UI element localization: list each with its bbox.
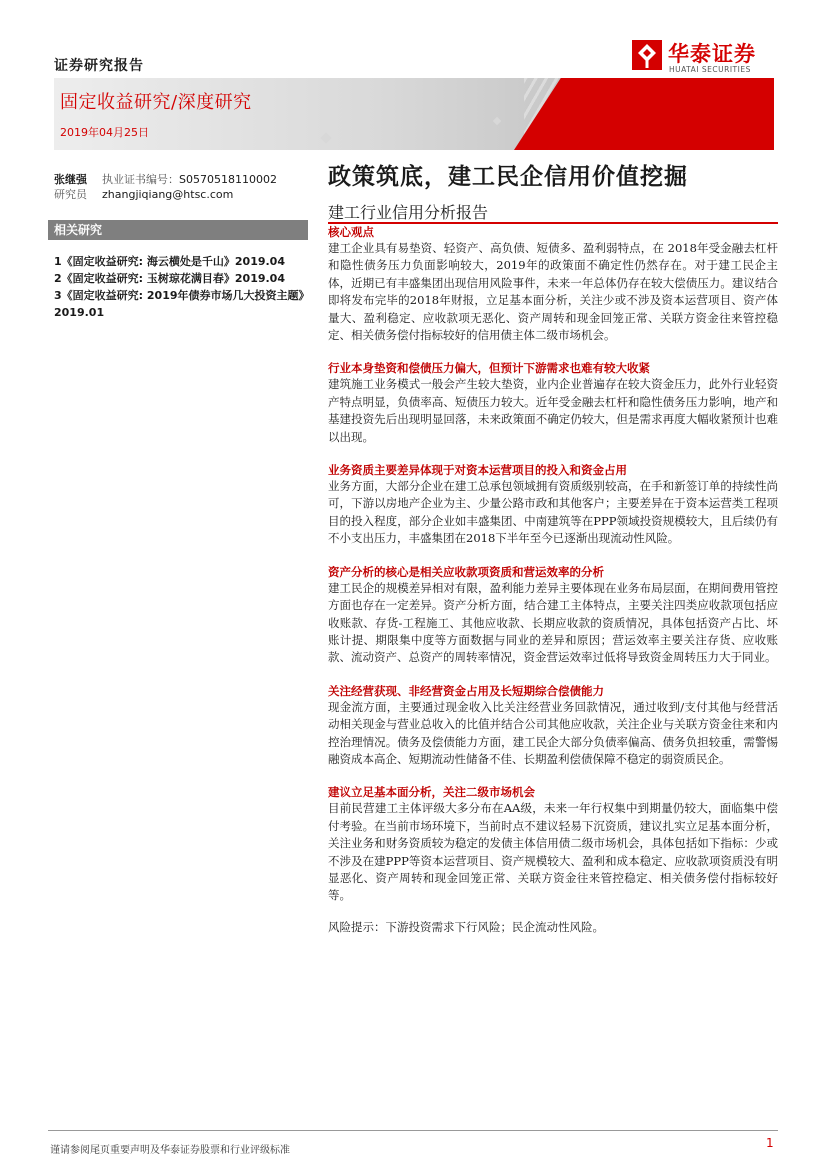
section-heading: 资产分析的核心是相关应收款项资质和营运效率的分析 [328,564,604,579]
page-number: 1 [766,1136,774,1150]
report-subtitle: 建工行业信用分析报告 [328,203,489,222]
section-heading: 业务资质主要差异体现于对资本运营项目的投入和资金占用 [328,463,627,478]
analyst-email[interactable]: zhangjiqiang@htsc.com [102,188,234,201]
section-text: 目前民营建工主体评级大多分布在AA级，未来一年行权集中到期量仍较大，面临集中偿付考验。在当前市场环境下，当前时点不建议轻易下沉资质，建议扎实立足基本面分析，关注业务和财务资质较为稳定的发债主体信用债二级市场机会，具体包括如下指标：少或不涉及在建PPP等资本运营项目、资产规模较大、盈利和成本稳定、应收款项资质没有明显恶化、资产周转和现金回笼正常、关联方资金往来管控稳定、相关债务偿付指标较好等。 [328,801,778,903]
footer-divider [48,1130,778,1131]
risk-warning: 风险提示：下游投资需求下行风险；民企流动性风险。 [328,919,604,934]
report-type-label: 证券研究报告 [54,58,144,74]
section [328,784,778,904]
related-research-list [54,253,314,321]
section-text: 业务方面，大部分企业在建工总承包领域拥有资质级别较高，在手和新签订单的持续性尚可，下游以房地产企业为主、少量公路市政和其他客户；主要差异在于资本运营类工程项目的投入程度，部分企业如丰盛集团、中南建筑等在PPP领域投资规模较大，且后续仍有不小支出压力，丰盛集团在2018下半年至今已逐渐出现流动性风险。 [328,479,778,546]
section-heading: 建议立足基本面分析，关注二级市场机会 [328,785,535,800]
huatai-logo [632,38,777,78]
huatai-logo-icon [632,40,662,70]
section-heading: 关注经营获现、非经营资金占用及长短期综合偿债能力 [328,683,604,698]
section-text: 建筑施工业务模式一般会产生较大垫资，业内企业普遍存在较大资金压力，此外行业轻资产特点明显，负债率高、短债压力较大。近年受金融去杠杆和隐性债务压力影响，地产和基建投资先后出现明显回落，未来政策面不确定仍较大，但是需求再度大幅收紧预计也难以出现。 [328,377,778,444]
logo-english-name: HUATAI SECURITIES [669,65,751,74]
section-heading: 核心观点 [328,225,374,239]
section [328,360,778,446]
related-item[interactable]: 3《固定收益研究: 2019年债券市场几大投资主题》2019.01 [54,289,310,319]
footer-disclaimer[interactable]: 谨请参阅尾页重要声明及华泰证券股票和行业评级标准 [50,1145,290,1156]
section [328,683,778,769]
section [328,564,778,667]
report-title: 政策筑底，建工民企信用价值挖掘 [328,163,688,190]
analyst-role: 研究员 [54,188,87,201]
section [328,462,778,548]
report-body [328,224,778,936]
section-text: 建工民企的规模差异相对有限，盈利能力差异主要体现在业务布局层面，在期间费用管控方面也存在一定差异。资产分析方面，结合建工主体特点，主要关注四类应收款项包括应收账款、存货-工程施工、其他应收款、长期应收款的资质情况，具体包括资产占比、坏账计提、期限集中度等方面数据与同业的差异和原因；营运效率主要关注存货、应收账款、流动资产、总资产的周转率情况，资金营运效率过低将导致资金周转压力大于同业。 [328,580,778,665]
section-heading: 行业本身垫资和偿债压力偏大，但预计下游需求也难有较大收紧 [328,361,650,376]
related-research-heading: 相关研究 [48,220,308,240]
section [328,224,778,344]
report-date: 2019年04月25日 [60,126,149,139]
analyst-block [54,172,277,202]
section-text: 现金流方面，主要通过现金收入比关注经营业务回款情况，通过收到/支付其他与经营活动相关现金与营业总收入的比值并结合公司其他应收款，关注企业与关联方资金往来和内控治理情况。债务及偿债能力方面，建工民企大部分负债率偏高、债务负担较重，需警惕融资成本高企、短期流动性储备不佳、长期盈利偿债保障不稳定的弱资质民企。 [328,699,778,766]
cert-label: 执业证书编号： [102,173,179,186]
analyst-name: 张继强 [54,173,87,186]
cert-number: S0570518110002 [179,173,277,186]
section-text: 建工企业具有易垫资、轻资产、高负债、短债多、盈利弱特点，在 2018年受金融去杠杆和隐性债务压力负面影响较大，2019年的政策面不确定性仍然存在。对于建工民企主体，近期已有丰盛集团出现信用风险事件，未来一年总体仍存在较大偿债压力。建议结合即将发布完毕的2018年财报，立足基本面分析，关注少或不涉及资本运营项目、资产体量大、盈利稳定、应收款项无恶化、资产周转和现金回笼正常、关联方资金往来管控稳定、相关债务偿付指标较好的信用债主体二级市场机会。 [328,241,778,343]
related-item[interactable]: 2《固定收益研究: 玉树琼花满目春》2019.04 [54,272,285,285]
related-item[interactable]: 1《固定收益研究: 海云横处是千山》2019.04 [54,255,285,268]
logo-chinese-name: 华泰证券 [668,42,756,66]
report-category: 固定收益研究/深度研究 [60,92,252,113]
